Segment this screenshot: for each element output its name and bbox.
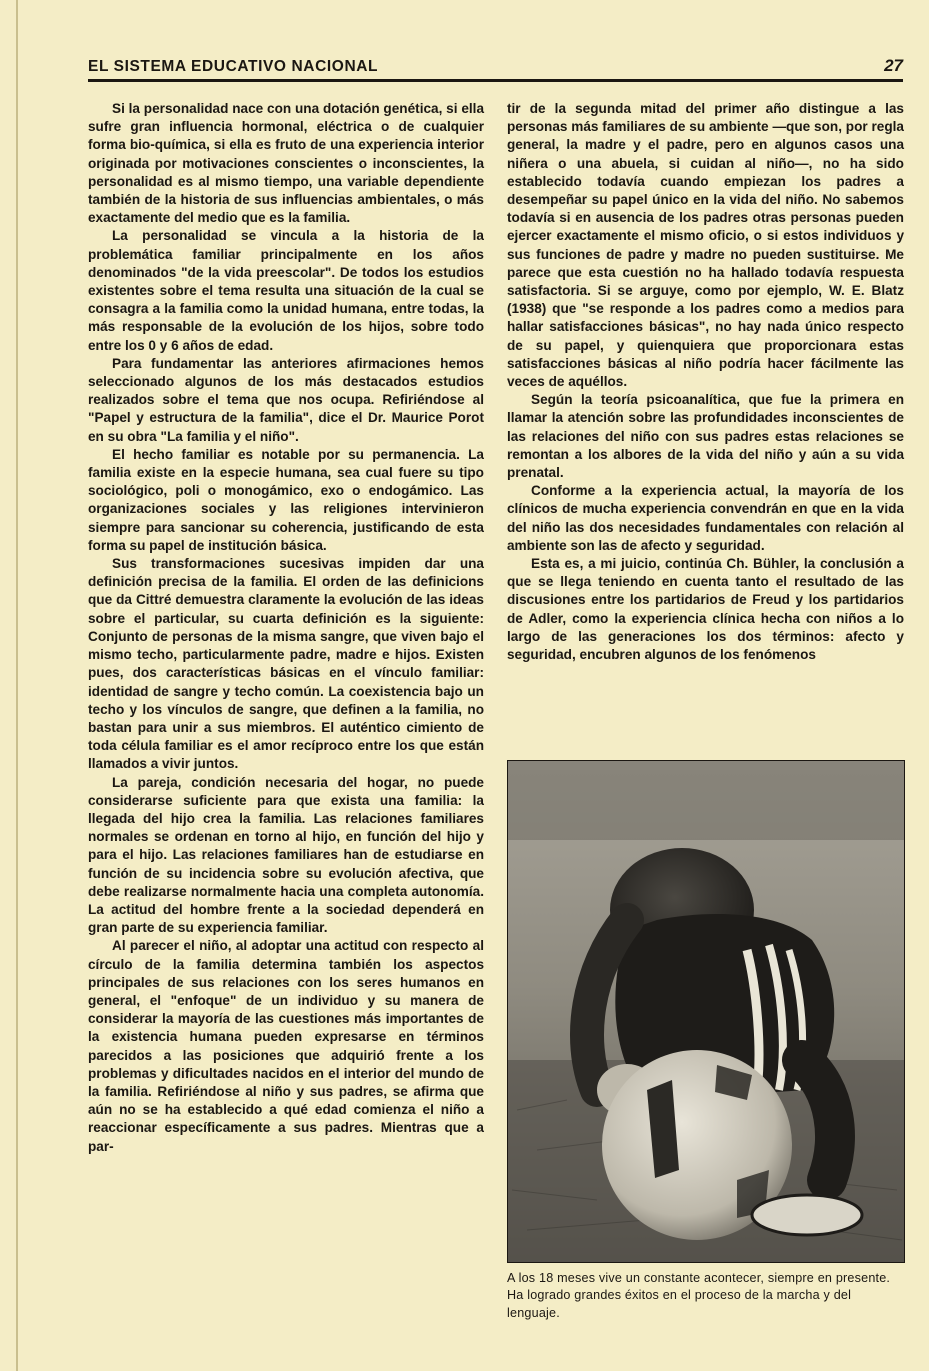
photo-illustration <box>507 760 905 1263</box>
paragraph: Conforme a la experiencia actual, la mayoría de los clínicos de mucha experiencia convendrán en que en la vida del niño las dos necesidades fundamentales con relación al ambiente son las de afecto y seguridad. <box>507 483 904 553</box>
right-column <box>507 100 904 664</box>
paragraph: Según la teoría psicoanalítica, que fue la primera en llamar la atención sobre las profundidades inconscientes de las relaciones del niño con sus padres estas relaciones se remontan a los albores de la vida del niño y aún a su vida prenatal. <box>507 392 904 481</box>
page-header <box>88 58 903 80</box>
paragraph: La personalidad se vincula a la historia de la problemática familiar principalmente en los años denominados "de la vida preescolar". De todos los estudios existentes sobre el tema resulta una situación de la cual se consagra a la familia como la unidad humana, entre todas, la más responsable de la evolución de los hijos, sobre todo entre los 0 y 6 años de edad. <box>88 228 484 353</box>
paragraph: Sus transformaciones sucesivas impiden dar una definición precisa de la familia. El orden de las definicions que da Cittré demuestra claramente la evolución de las ideas sobre el particular, su cuarta definición es la siguiente: Conjunto de personas de la misma sangre, que viven bajo el mismo techo, particularmente padre, madre e hijos. Existen pues, dos características básicas en el vínculo familiar: identidad de sangre y techo común. La coexistencia bajo un techo y los vínculos de sangre, que definen a la familia, no bastan para unir a sus miembros. El auténtico cimiento de toda célula familiar es el amor recíproco entre los que están llamados a vivir juntos. <box>88 556 484 772</box>
paragraph: El hecho familiar es notable por su permanencia. La familia existe en la especie humana, sea cual fuere su tipo sociológico, poli o monogámico, exo o endogámico. Las organizaciones sociales y las religiones intervinieron siempre para sancionar su coherencia, justificando de esta forma su papel de institución básica. <box>88 446 484 553</box>
paragraph: Esta es, a mi juicio, continúa Ch. Bühler, la conclusión a que se llega teniendo en cuenta tanto el resultado de las discusiones entre los partidarios de Freud y los partidarios de Adler, como la experiencia clínica hecha con niños a lo largo de las generaciones los dos términos: afecto y seguridad, encubren algunos de los fenómenos <box>507 556 904 663</box>
paragraph: Al parecer el niño, al adoptar una actitud con respecto al círculo de la familia determina también los aspectos principales de sus relaciones con los seres humanos en general, el "enfoque" de un individuo y su manera de considerar la mayoría de las cuestiones más importantes de la existencia humana pueden expresarse en términos parecidos a las posiciones que adquirió frente a los problemas y dificultades nacidos en el interior del mundo de la familia. Refiriéndose al niño y sus padres, se afirma que aún no se ha establecido a qué edad comienza el niño a reaccionar específicamente a sus padres. Mientras que a par- <box>88 938 484 1154</box>
left-column <box>88 100 484 1156</box>
paragraph: La pareja, condición necesaria del hogar, no puede considerarse suficiente para que exista una familia: la llegada del hijo crea la familia. Las relaciones familiares normales se ordenan en torno al hijo, en función del hijo y para el hijo. Las relaciones familiares han de estudiarse en función de su incidencia sobre su evolución afectiva, que debe realizarse normalmente hacia una completa autonomía. La actitud del hombre frente a la sociedad dependerá en gran parte de su experiencia familiar. <box>88 774 484 936</box>
photo-caption: A los 18 meses vive un constante acontecer, siempre en presente. Ha logrado grandes éxitos en el proceso de la marcha y del lenguaje. <box>507 1271 891 1320</box>
child-with-ball-photo <box>507 760 905 1263</box>
paragraph: Para fundamentar las anteriores afirmaciones hemos seleccionado algunos de los más destacados estudios realizados sobre el tema que nos ocupa. Refiriéndose al "Papel y estructura de la familia", dice el Dr. Maurice Porot en su obra "La familia y el niño". <box>88 355 484 444</box>
running-head: EL SISTEMA EDUCATIVO NACIONAL <box>88 58 379 75</box>
header-rule <box>88 79 903 82</box>
page-number: 27 <box>884 56 903 75</box>
page-gutter-shadow <box>16 0 18 1371</box>
paragraph: Si la personalidad nace con una dotación genética, si ella sufre gran influencia hormonal, eléctrica o de cualquier forma bio-química, si ella es fruto de una experiencia interior originada por motivaciones conscientes o inconscientes, la personalidad es al mismo tiempo, una variable dependiente también de la historia de sus influencias ambientales, o más exactamente del medio que es la familia. <box>88 101 484 226</box>
paragraph-continuation: tir de la segunda mitad del primer año distingue a las personas más familiares de su ambiente —que son, por regla general, la madre y el padre, pero en algunos casos una niñera o una abuela, si cuidan al niño—, no ha sido establecido todavía cuando empiezan los padres a desempeñar su papel único en la vida del niño. No sabemos todavía si en ausencia de los padres otras personas pueden ejercer exactamente el mismo oficio, o si estos individuos y sus funciones de padre y madre no pueden sustituirse. Me parece que esta cuestión no ha hallado todavía respuesta satisfactoria. Si se arguye, como por ejemplo, W. E. Blatz (1938) que "se responde a los padres como a medios para hallar satisfacciones básicas", no hay nada único respecto de su papel, y quienquiera que proporcionara estas satisfacciones básicas al niño podría hacer fácilmente las veces de aquéllos. <box>507 101 904 390</box>
